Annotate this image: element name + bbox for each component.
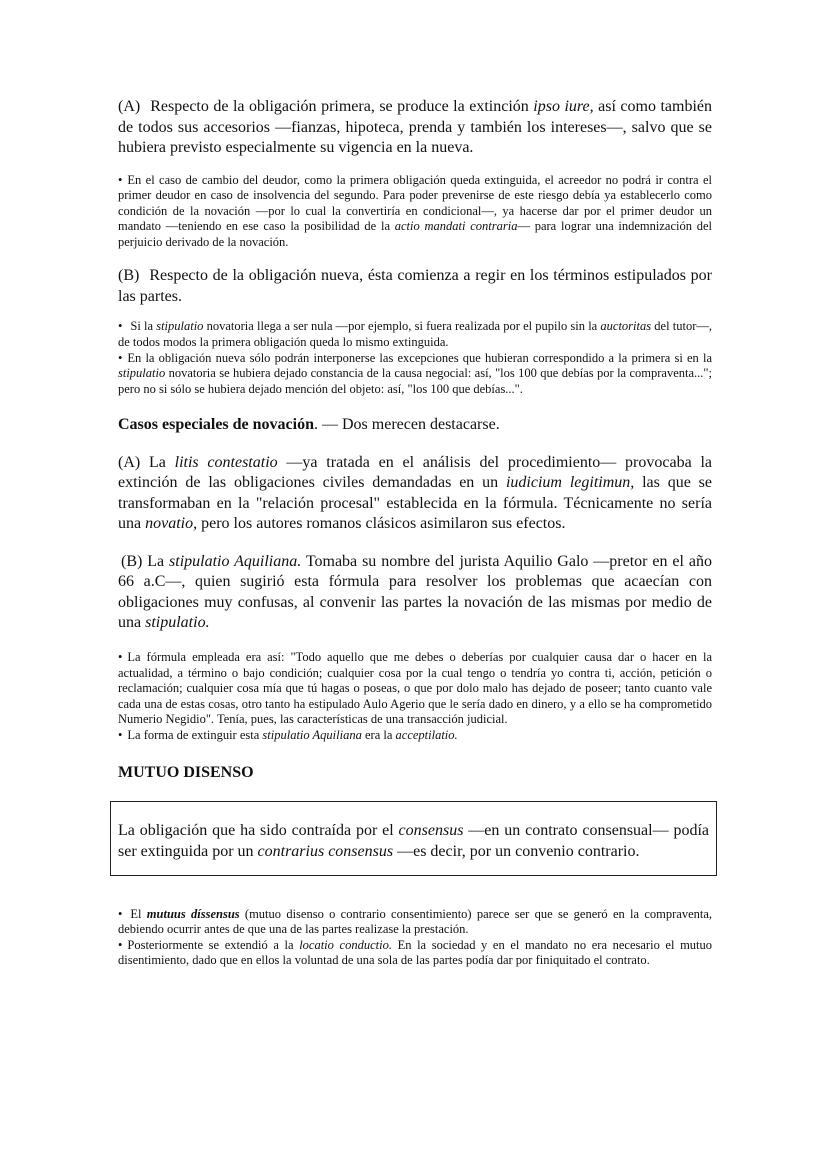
paragraph-a-obligacion-primera: (A) Respecto de la obligación primera, se produce la extinción ipso iure, así como también de todos sus accesorios —fianzas, hipoteca, prenda y también los intereses—, salvo que se hubiera previsto especialmente su vigencia en la nueva.: [118, 98, 713, 156]
note-formula-empleada: • La fórmula empleada era así: "Todo aquello que me debes o deberías por cualquier causa dar o hacer en la actualidad, a término o bajo condición; cualquier cosa por la cual tengo o tendría yo contra ti, acción, petición o reclamación; cualquier cosa mía que tú hagas o poseas, o que por dolo malo has dejado de poseer; tanto cuanto vale cada una de estas cosas, otro tanto ha estipulado Aulo Agerio que le sería dado en dinero, y a ello se ha comprometido Numerio Negidio". Tenía, pues, las características de una transacción judicial.: [118, 650, 712, 728]
note-locatio-conductio: • Posteriormente se extendió a la locatio conductio. En la sociedad y en el mandato no era necesario el mutuo disentimiento, dado que en ellos la voluntad de una sola de las partes podía dar por finiquitado el contrato.: [118, 938, 712, 969]
note-excepciones: • En la obligación nueva sólo podrán interponerse las excepciones que hubieran correspondido a la primera si en la stipulatio novatoria se hubiera dejado constancia de la causa negocial: así, "los 100 que debías por la compraventa..."; pero no si sólo se hubiera dejado mención del objeto: así, "los 100 que debías...".: [118, 351, 712, 398]
note-acceptilatio: • La forma de extinguir esta stipulatio Aquiliana era la acceptilatio.: [118, 728, 712, 744]
casos-especiales-heading: Casos especiales de novación. — Dos merecen destacarse.: [118, 416, 500, 434]
section-heading-mutuo-disenso: MUTUO DISENSO: [118, 763, 254, 781]
note-stipulatio-nula: • Si la stipulatio novatoria llega a ser nula —por ejemplo, si fuera realizada por el pupilo sin la auctoritas del tutor—, de todos modos la primera obligación queda lo mismo extinguida.: [118, 319, 712, 350]
note-mutuus-dissensus: • El mutuus díssensus (mutuo disenso o contrario consentimiento) parece ser que se generó en la compraventa, debiendo ocurrir antes de que una de las partes realizase la prestación.: [118, 907, 712, 938]
paragraph-b-obligacion-nueva: (B) Respecto de la obligación nueva, ésta comienza a regir en los términos estipulados por las partes.: [118, 267, 712, 305]
paragraph-litis-contestatio: (A) La litis contestatio —ya tratada en el análisis del procedimiento— provocaba la extinción de las obligaciones civiles demandadas en un iudicium legitimun, las que se transformaban en la "relación procesal" establecida en la fórmula. Técnicamente no sería una novatio, pero los autores romanos clásicos asimilaron sus efectos.: [118, 453, 713, 533]
definition-box: La obligación que ha sido contraída por el consensus —en un contrato consensual— podía ser extinguida por un contrarius consensus —es decir, por un convenio contrario.: [110, 801, 717, 876]
paragraph-stipulatio-aquiliana: (B) La stipulatio Aquiliana. Tomaba su nombre del jurista Aquilio Galo —pretor en el año 66 a.C—, quien sugirió esta fórmula para resolver los problemas que acaecían con obligaciones muy confusas, al convenir las partes la novación de las mismas por medio de una stipulatio.: [118, 552, 712, 632]
note-cambio-deudor: • En el caso de cambio del deudor, como la primera obligación queda extinguida, el acreedor no podrá ir contra el primer deudor en caso de insolvencia del segundo. Para poder prevenirse de este riesgo debía ya establecerlo como condición de la novación —por lo cual la convertiría en condicional—, ya hacerse dar por el primer deudor un mandato —teniendo en ese caso la posibilidad de la actio mandati contraria— para lograr una indemnización del perjuicio derivado de la novación.: [118, 173, 712, 251]
document-page: [118, 97, 712, 969]
